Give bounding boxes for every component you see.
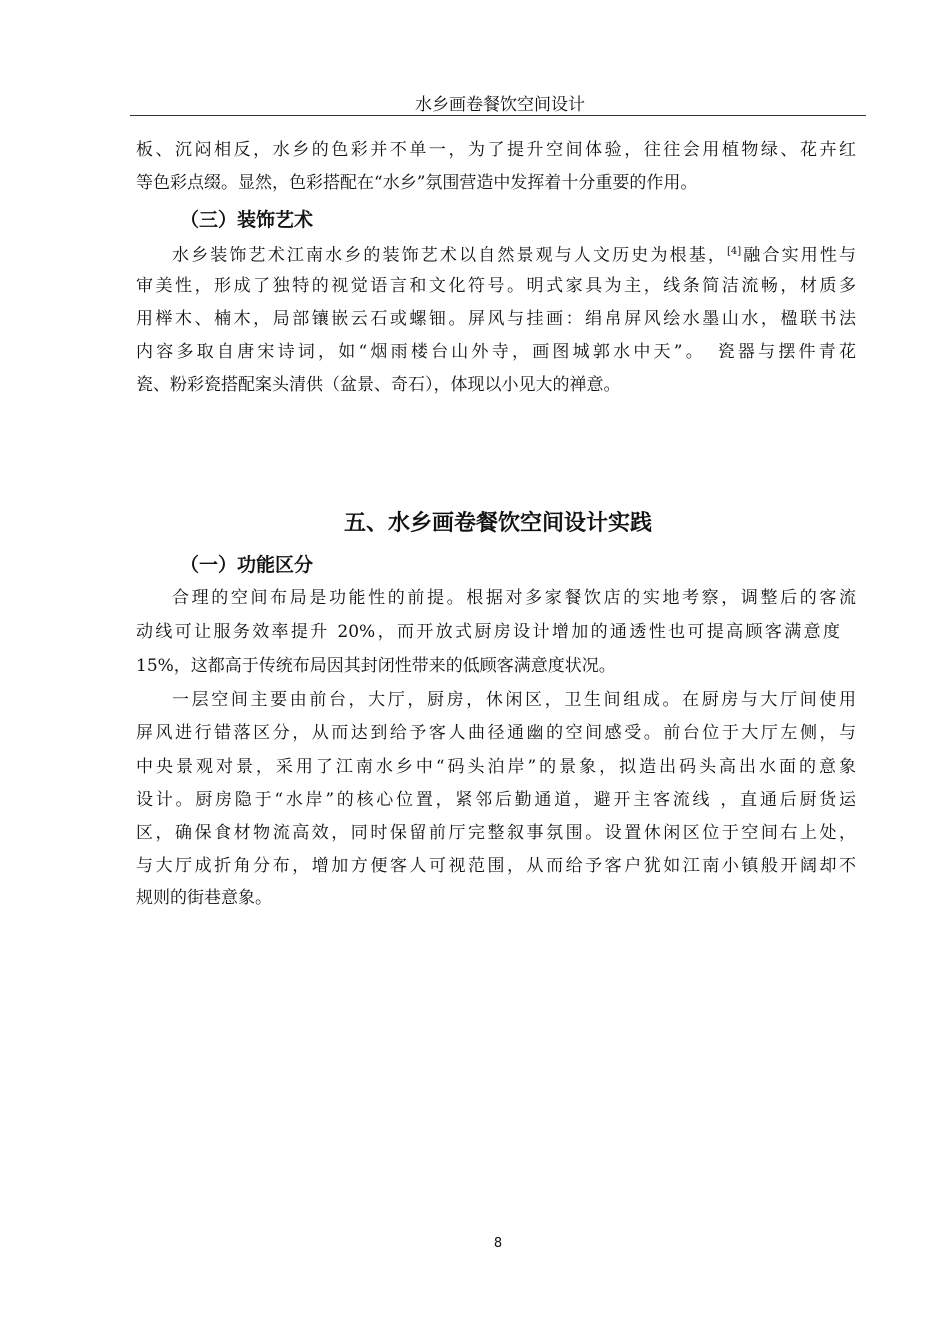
text: 融合实用性与 bbox=[741, 245, 856, 266]
header-rule bbox=[130, 115, 866, 116]
paragraph-line: 与大厅成折角分布，增加方便客人可视范围，从而给予客户犹如江南小镇般开阔却不 bbox=[136, 856, 856, 876]
text: 水乡装饰艺术江南水乡的装饰艺术以自然景观与人文历史为根基， bbox=[172, 245, 727, 266]
section-heading: （一）功能区分 bbox=[180, 554, 314, 576]
paragraph-line: 一层空间主要由前台，大厅，厨房，休闲区，卫生间组成。在厨房与大厅间使用 bbox=[172, 690, 856, 710]
citation-ref[interactable]: [4] bbox=[727, 246, 742, 257]
paragraph-line: 15%，这都高于传统布局因其封闭性带来的低顾客满意度状况。 bbox=[136, 656, 616, 676]
paragraph-line: 审美性，形成了独特的视觉语言和文化符号。明式家具为主，线条简洁流畅，材质多 bbox=[136, 276, 856, 296]
running-header: 水乡画卷餐饮空间设计 bbox=[415, 95, 585, 115]
paragraph-line: 等色彩点缀。显然，色彩搭配在“水乡”氛围营造中发挥着十分重要的作用。 bbox=[136, 173, 698, 193]
paragraph-line: 合理的空间布局是功能性的前提。根据对多家餐饮店的实地考察，调整后的客流 bbox=[172, 588, 856, 608]
section-heading: （三）装饰艺术 bbox=[180, 209, 314, 231]
paragraph-line: 屏风进行错落区分，从而达到给予客人曲径通幽的空间感受。前台位于大厅左侧，与 bbox=[136, 723, 856, 743]
paragraph-line: 区，确保食材物流高效，同时保留前厅完整叙事氛围。设置休闲区位于空间右上处， bbox=[136, 823, 856, 843]
paragraph-line: 用榉木、楠木，局部镶嵌云石或螺钿。屏风与挂画：绢帛屏风绘水墨山水，楹联书法 bbox=[136, 309, 856, 329]
page-number: 8 bbox=[493, 1236, 503, 1251]
paragraph-line: 设计。厨房隐于“水岸”的核心位置，紧邻后勤通道，避开主客流线 ，直通后厨货运 bbox=[136, 790, 856, 810]
chapter-title: 五、水乡画卷餐饮空间设计实践 bbox=[343, 511, 652, 536]
paragraph-line: 板、沉闷相反，水乡的色彩并不单一，为了提升空间体验，往往会用植物绿、花卉红 bbox=[136, 140, 856, 160]
paragraph-line bbox=[136, 241, 856, 267]
paragraph-line: 中央景观对景，采用了江南水乡中“码头泊岸”的景象，拟造出码头高出水面的意象 bbox=[136, 757, 856, 777]
paragraph-line: 规则的街巷意象。 bbox=[136, 888, 272, 908]
paragraph-line: 动线可让服务效率提升 20%，而开放式厨房设计增加的通透性也可提高顾客满意度 bbox=[136, 622, 840, 642]
paragraph-line: 内容多取自唐宋诗词，如“烟雨楼台山外寺，画图城郭水中天”。 瓷器与摆件青花 bbox=[136, 342, 856, 362]
paragraph-line: 瓷、粉彩瓷搭配案头清供（盆景、奇石），体现以小见大的禅意。 bbox=[136, 375, 621, 395]
